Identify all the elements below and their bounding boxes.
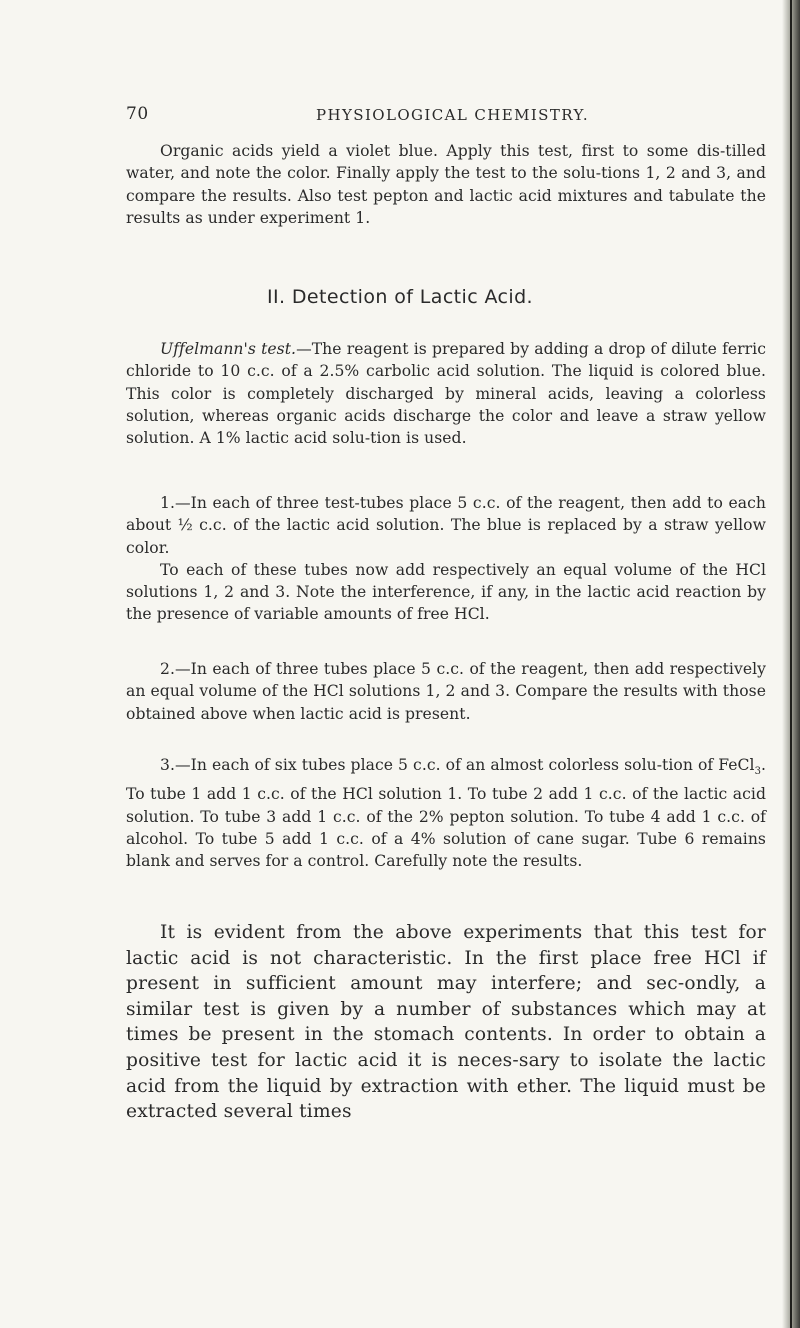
- uffelmann-block: [126, 338, 766, 449]
- step-2-paragraph: 2.—In each of three tubes place 5 c.c. of the reagent, then add respectively an equal volume of the HCl solutions 1, 2 and 3. Compare the results with those obtained above when lactic acid is present.: [126, 660, 766, 723]
- step-3-text-start: 3.—In each of six tubes place 5 c.c. of an almost colorless solu-tion of FeCl: [160, 756, 755, 774]
- uffelmann-text: —The reagent is prepared by adding a drop of dilute ferric chloride to 10 c.c. of a 2.5% carbolic acid solution. The liquid is colored blue. This color is completely discharged by mineral acids, leaving a colorless solution, whereas organic acids discharge the color and leave a straw yellow solution. A 1% lactic acid solu-tion is used.: [126, 340, 766, 448]
- uffelmann-title: Uffelmann's test.: [160, 340, 297, 358]
- intro-paragraph-block: [126, 140, 766, 229]
- intro-paragraph: Organic acids yield a violet blue. Apply this test, first to some dis-tilled water, and note the color. Finally apply the test to the solu-tions 1, 2 and 3, and compare the results. Also test pepton and lactic acid mixtures and tabulate the results as under experiment 1.: [126, 142, 766, 227]
- section-heading: II. Detection of Lactic Acid.: [267, 286, 533, 308]
- step-3-subscript: 3: [754, 766, 761, 778]
- conclusion-paragraph: It is evident from the above experiments that this test for lactic acid is not characteristic. In the first place free HCl if present in sufficient amount may interfere; and sec-ondly, a similar test is given by a number of substances which may at times be present in the stomach contents. In order to obtain a positive test for lactic acid it is neces-sary to isolate the lactic acid from the liquid by extraction with ether. The liquid must be extracted several times: [126, 922, 766, 1123]
- step-3-paragraph: [126, 754, 766, 873]
- page-number: 70: [126, 104, 149, 124]
- step-2-block: [126, 658, 766, 725]
- page-header: [126, 104, 766, 128]
- running-head: PHYSIOLOGICAL CHEMISTRY.: [316, 106, 590, 124]
- step-3-text-end: . To tube 1 add 1 c.c. of the HCl solution 1. To tube 2 add 1 c.c. of the lactic acid solution. To tube 3 add 1 c.c. of the 2% pepton solution. To tube 4 add 1 c.c. of alcohol. To tube 5 add 1 c.c. of a 4% solution of cane sugar. Tube 6 remains blank and serves for a control. Carefully note the results.: [126, 756, 766, 871]
- step-3-block: [126, 754, 766, 873]
- uffelmann-paragraph: [126, 338, 766, 449]
- page-edge-line: [790, 0, 792, 1328]
- conclusion-block: [126, 920, 766, 1125]
- step-1-paragraph: 1.—In each of three test-tubes place 5 c.c. of the reagent, then add to each about ½ c.c. of the lactic acid solution. The blue is replaced by a straw yellow color.: [126, 494, 766, 557]
- step-1-block: [126, 492, 766, 626]
- step-1-continuation: To each of these tubes now add respectively an equal volume of the HCl solutions 1, 2 and 3. Note the interference, if any, in the lactic acid reaction by the presence of variable amounts of free HCl.: [126, 560, 766, 624]
